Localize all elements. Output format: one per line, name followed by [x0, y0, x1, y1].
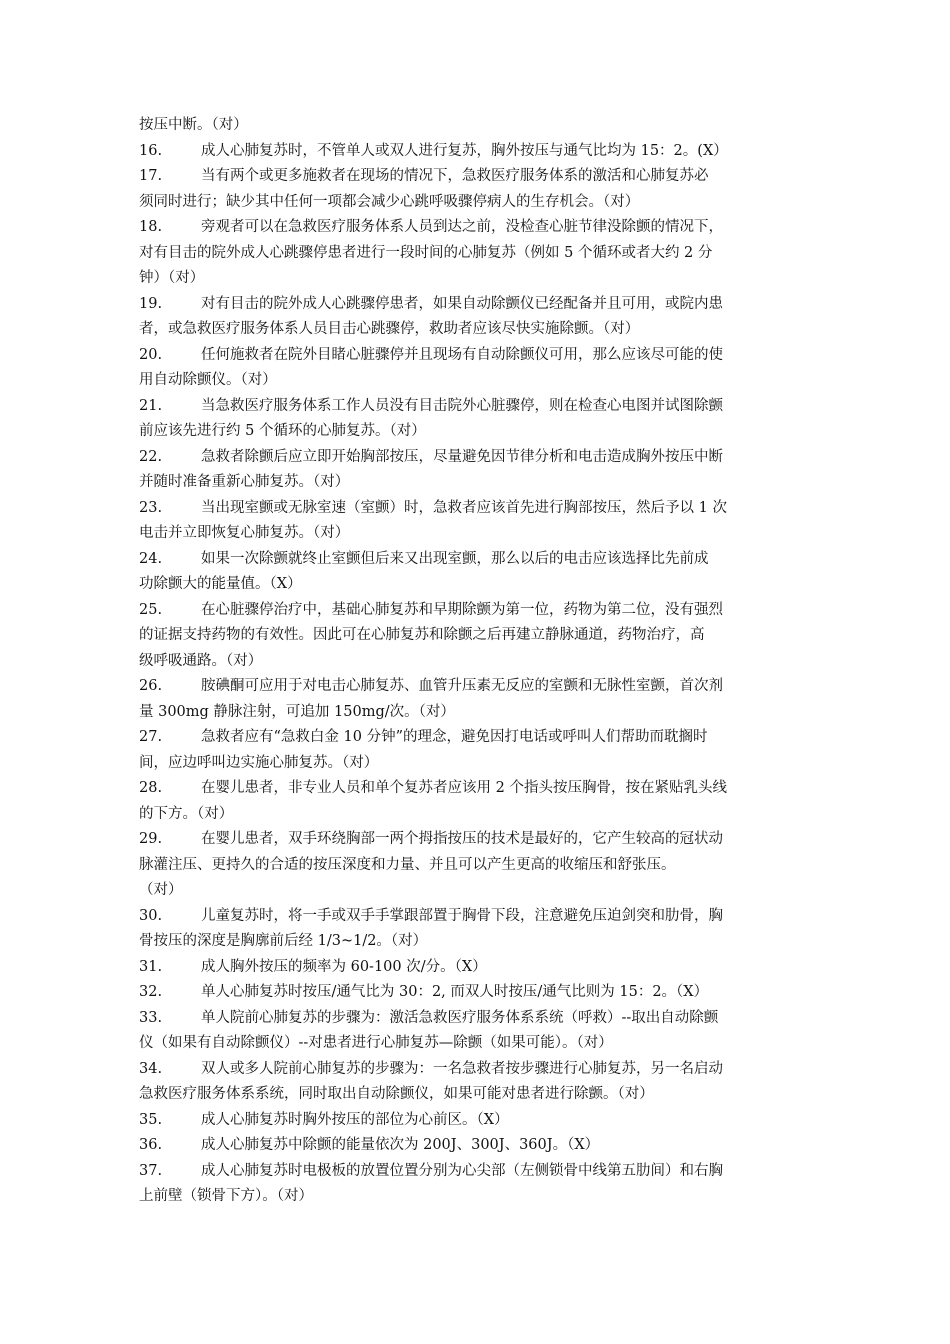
question-continuation-line: 须同时进行；缺少其中任何一项都会减少心跳呼吸骤停病人的生存机会。（对） [139, 193, 640, 210]
question-first-line [139, 445, 817, 471]
question-continuation-line: 脉灌注压、更持久的合适的按压深度和力量、并且可以产生更高的收缩压和舒张压。 [139, 856, 676, 873]
question-continuation-line: 骨按压的深度是胸廓前后经 1/3~1/2。（对） [139, 933, 428, 949]
question-first-line [139, 547, 817, 573]
question-first-line [139, 394, 817, 420]
question-number: 28. [139, 780, 163, 796]
question-text: 单人心肺复苏时按压/通气比为 30：2, 而双人时按压/通气比则为 15：2。（X） [201, 984, 709, 1000]
question-item [139, 776, 817, 827]
question-item [139, 1006, 817, 1057]
question-first-line [139, 1133, 817, 1159]
question-item [139, 955, 817, 981]
question-first-line [139, 1159, 817, 1185]
question-first-line [139, 674, 817, 700]
question-item [139, 827, 817, 904]
question-number: 22. [139, 448, 163, 465]
question-first-line [139, 776, 817, 802]
question-continuation-line: 者，或急救医疗服务体系人员目击心跳骤停，救助者应该尽快实施除颤。（对） [139, 321, 640, 337]
question-number: 17. [139, 168, 163, 184]
question-number: 25. [139, 601, 163, 618]
question-item [139, 725, 817, 776]
question-number: 31. [139, 958, 163, 975]
question-text: 旁观者可以在急救医疗服务体系人员到达之前，没检查心脏节律没除颤的情况下， [201, 219, 723, 235]
question-text: 在婴儿患者，非专业人员和单个复苏者应该用 2 个指头按压胸骨，按在紧贴乳头线 [201, 780, 727, 796]
question-item [139, 980, 817, 1006]
question-first-line [139, 1057, 817, 1083]
question-number: 36. [139, 1137, 163, 1153]
question-first-line [139, 164, 817, 190]
question-continuation-line: （对） [139, 882, 183, 898]
question-first-line [139, 904, 817, 930]
question-item [139, 904, 817, 955]
question-text: 成人心肺复苏时电极板的放置位置分别为心尖部（左侧锁骨中线第五肋间）和右胸 [201, 1162, 723, 1179]
question-continuation-line: 用自动除颤仪。（对） [139, 372, 277, 388]
question-text: 儿童复苏时，将一手或双手手掌跟部置于胸骨下段，注意避免压迫剑突和肋骨，胸 [201, 907, 723, 924]
question-text: 在婴儿患者，双手环绕胸部一两个拇指按压的技术是最好的，它产生较高的冠状动 [201, 831, 723, 847]
question-text: 成人心肺复苏中除颤的能量依次为 200J、300J、360J。（X） [201, 1137, 600, 1153]
question-item [139, 1159, 817, 1210]
question-continuation-line: 的证据支持药物的有效性。因此可在心肺复苏和除颤之后再建立静脉通道，药物治疗，高 [139, 627, 705, 643]
question-number: 20. [139, 346, 163, 363]
question-first-line [139, 1108, 817, 1134]
question-text: 当出现室颤或无脉室速（室颤）时，急救者应该首先进行胸部按压，然后予以 1 次 [201, 499, 727, 516]
question-continuation-line: 对有目击的院外成人心跳骤停患者进行一段时间的心肺复苏（例如 5 个循环或者大约 2 分 [139, 244, 713, 261]
question-text: 当有两个或更多施救者在现场的情况下，急救医疗服务体系的激活和心肺复苏必 [201, 168, 709, 184]
question-first-line [139, 725, 817, 751]
question-continuation-line: 电击并立即恢复心肺复苏。（对） [139, 525, 350, 541]
question-first-line [139, 1006, 817, 1032]
question-text: 成人胸外按压的频率为 60-100 次/分。（X） [201, 958, 487, 975]
question-number: 23. [139, 499, 163, 516]
question-item [139, 215, 817, 292]
question-first-line [139, 496, 817, 522]
question-continuation-line: 急救医疗服务体系系统，同时取出自动除颤仪，如果可能对患者进行除颤。（对） [139, 1086, 654, 1102]
question-number: 32. [139, 984, 163, 1000]
question-number: 29. [139, 831, 163, 847]
question-text: 任何施救者在院外目睹心脏骤停并且现场有自动除颤仪可用，那么应该尽可能的使 [201, 346, 723, 363]
question-text: 成人心肺复苏时胸外按压的部位为心前区。（X） [201, 1111, 509, 1128]
question-item [139, 547, 817, 598]
question-text: 双人或多人院前心肺复苏的步骤为：一名急救者按步骤进行心肺复苏，另一名启动 [201, 1060, 723, 1077]
question-text: 急救者应有“急救白金 10 分钟”的理念，避免因打电话或呼叫人们帮助而耽搁时 [201, 729, 708, 745]
question-number: 30. [139, 907, 163, 924]
question-item [139, 1133, 817, 1159]
question-text: 当急救医疗服务体系工作人员没有目击院外心脏骤停，则在检查心电图并试图除颤 [201, 397, 723, 414]
question-first-line [139, 292, 817, 318]
question-text: 单人院前心肺复苏的步骤为：激活急救医疗服务体系系统（呼救）--取出自动除颤 [201, 1009, 719, 1026]
question-text: 胺碘酮可应用于对电击心肺复苏、血管升压素无反应的室颤和无脉性室颤，首次剂 [201, 678, 723, 694]
question-item [139, 164, 817, 215]
question-text: 对有目击的院外成人心跳骤停患者，如果自动除颤仪已经配备并且可用，或院内患 [201, 295, 723, 312]
question-continuation-line: 上前壁（锁骨下方）。（对） [139, 1188, 313, 1204]
question-number: 24. [139, 550, 163, 567]
question-text: 急救者除颤后应立即开始胸部按压，尽量避免因节律分析和电击造成胸外按压中断 [201, 448, 723, 465]
question-list [139, 113, 817, 1210]
question-number: 27. [139, 729, 163, 745]
question-item [139, 394, 817, 445]
question-continuation-line: 前应该先进行约 5 个循环的心肺复苏。（对） [139, 423, 426, 439]
question-item [139, 445, 817, 496]
question-continuation-line: 仪（如果有自动除颤仪）--对患者进行心肺复苏—除颤（如果可能）。（对） [139, 1035, 613, 1051]
question-item [139, 139, 817, 165]
question-continuation-line: 的下方。（对） [139, 805, 234, 822]
question-item [139, 598, 817, 675]
question-number: 33. [139, 1009, 163, 1026]
question-continuation-line: 间，应边呼叫边实施心肺复苏。（对） [139, 754, 379, 771]
question-text: 在心脏骤停治疗中，基础心肺复苏和早期除颤为第一位，药物为第二位，没有强烈 [201, 601, 723, 618]
question-number: 21. [139, 397, 163, 414]
question-continuation-line: 级呼吸通路。（对） [139, 652, 263, 669]
question-item [139, 292, 817, 343]
question-item [139, 674, 817, 725]
question-item [139, 1057, 817, 1108]
question-number: 18. [139, 219, 163, 235]
question-first-line [139, 955, 817, 981]
question-first-line [139, 980, 817, 1006]
question-item [139, 1108, 817, 1134]
question-continuation-line: 功除颤大的能量值。（X） [139, 576, 302, 592]
question-number: 35. [139, 1111, 163, 1128]
question-number: 26. [139, 678, 163, 694]
question-item [139, 496, 817, 547]
question-item [139, 343, 817, 394]
question-text: 如果一次除颤就终止室颤但后来又出现室颤，那么以后的电击应该选择比先前成 [201, 550, 709, 567]
question-continuation-line: 钟）（对） [139, 270, 205, 286]
question-number: 16. [139, 142, 163, 159]
question-number: 34. [139, 1060, 163, 1077]
question-first-line [139, 598, 817, 624]
question-text: 成人心肺复苏时，不管单人或双人进行复苏，胸外按压与通气比均为 15：2。(X） [201, 142, 728, 159]
question-number: 37. [139, 1162, 163, 1179]
question-first-line [139, 343, 817, 369]
question-continuation-line: 量 300mg 静脉注射，可追加 150mg/次。（对） [139, 703, 455, 720]
question-first-line [139, 139, 817, 165]
question-number: 19. [139, 295, 163, 312]
question-continuation-line: 并随时准备重新心肺复苏。（对） [139, 474, 350, 490]
continued-answer-line: 按压中断。（对） [139, 117, 248, 133]
question-first-line [139, 827, 817, 853]
question-first-line [139, 215, 817, 241]
